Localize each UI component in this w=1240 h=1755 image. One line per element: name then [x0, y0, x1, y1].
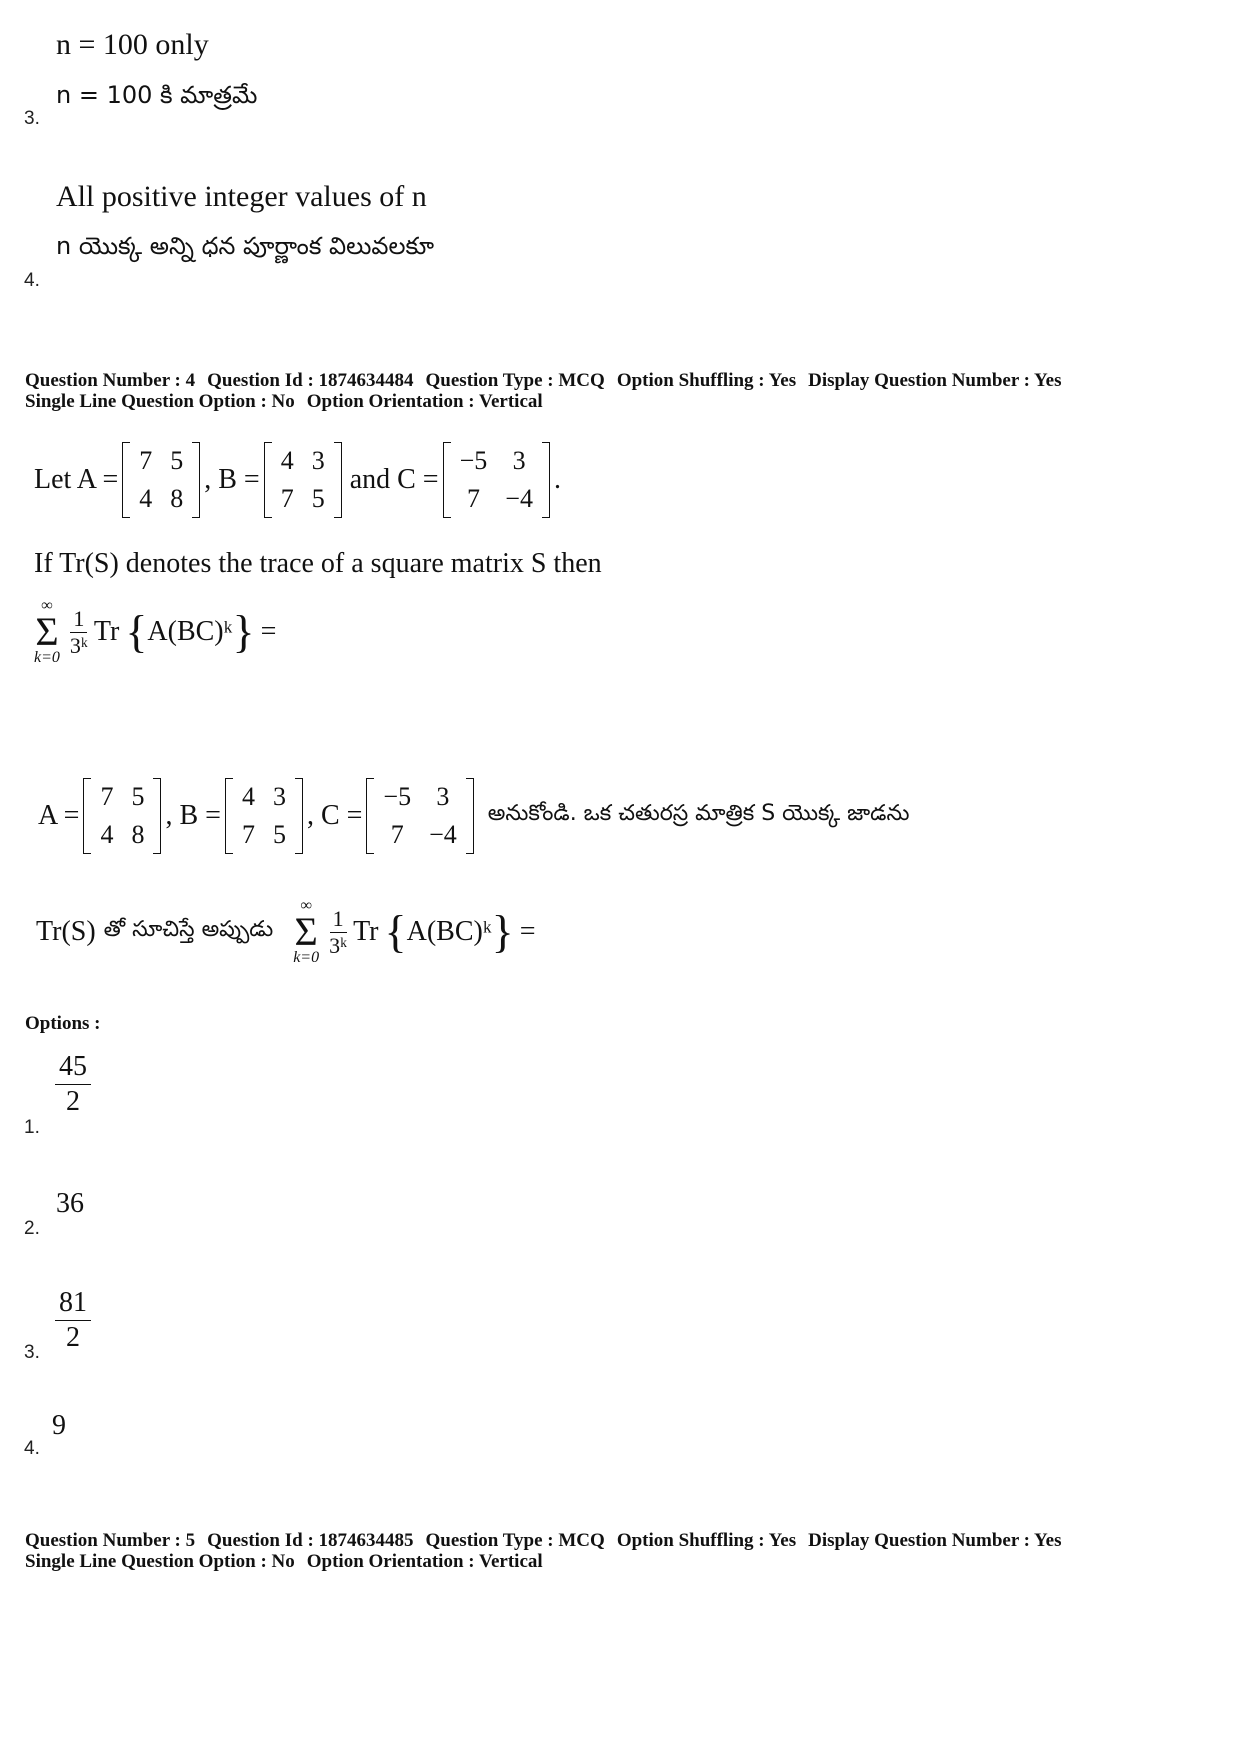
sum-fraction: $\frac{1}{\text{3ᵏ}}$: [69, 605, 88, 658]
option-3-fraction: $\frac{81}{2}$: [55, 1286, 91, 1355]
option-1[interactable]: [55, 1050, 91, 1119]
prev-option-4-number: 4.: [24, 270, 40, 291]
option-3[interactable]: [55, 1286, 91, 1355]
option-1-fraction: $\frac{45}{2}$: [55, 1050, 91, 1119]
question-4-trace-text: If Tr(S) denotes the trace of a square matrix S then: [34, 548, 602, 579]
matrix-b: 4 3 7 5: [264, 442, 342, 518]
summation-symbol: ∞ Σ k=0: [34, 597, 60, 666]
option-4-number: 4.: [24, 1438, 40, 1459]
question-5-meta-line1: Question Number : 5 Question Id : 1874634485 Question Type : MCQ Option Shuffling : Yes Display Question Number : Yes: [25, 1530, 1062, 1551]
question-4-sum-en: ∞ Σ k=0 $\frac{1}{\text{3ᵏ}}$ Tr { A(BC)ᵏ } =: [34, 597, 277, 666]
matrix-a-te: 7 5 4 8: [83, 778, 161, 854]
question-4-meta-line2: Single Line Question Option : No Option Orientation : Vertical: [25, 391, 543, 412]
options-label: Options :: [25, 1013, 101, 1034]
question-4-matrices-te: A = 7 5 4 8 , B = 4 3 7 5 , C = −5 3 7 −4 అనుకోండి. ఒక చతురస్ర మాత్రిక S యొక్క జాడను: [38, 778, 910, 854]
question-4-matrices-en: Let A = 7 5 4 8 , B = 4 3 7 5 and C = −5 3 7 −4 .: [34, 442, 561, 518]
matrix-c: −5 3 7 −4: [443, 442, 550, 518]
option-1-number: 1.: [24, 1117, 40, 1138]
prev-option-4-te: n యొక్క అన్ని ధన పూర్ణాంక విలువలకూ: [56, 232, 435, 260]
prev-option-3-number: 3.: [24, 108, 40, 129]
prev-option-3-en: n = 100 only: [56, 28, 209, 61]
matrix-b-te: 4 3 7 5: [225, 778, 303, 854]
option-3-number: 3.: [24, 1342, 40, 1363]
prev-option-4-en: All positive integer values of n: [56, 180, 427, 213]
question-5-meta-line2: Single Line Question Option : No Option Orientation : Vertical: [25, 1551, 543, 1572]
sum-fraction-te: $\frac{1}{\text{3ᵏ}}$: [329, 905, 348, 958]
question-4-meta-line1: Question Number : 4 Question Id : 1874634484 Question Type : MCQ Option Shuffling : Yes Display Question Number : Yes: [25, 370, 1062, 391]
prev-option-3-te: n = 100 కి మాత్రమే: [56, 81, 258, 109]
matrix-a: 7 5 4 8: [122, 442, 200, 518]
question-4-sum-te: Tr(S) తో సూచిస్తే అప్పుడు ∞ Σ k=0 $\frac{1}{\text{3ᵏ}}$ Tr { A(BC)ᵏ } =: [36, 897, 536, 966]
option-4[interactable]: 9: [52, 1410, 66, 1441]
option-2-number: 2.: [24, 1218, 40, 1239]
summation-symbol-te: ∞ Σ k=0: [293, 897, 320, 966]
matrix-c-te: −5 3 7 −4: [366, 778, 473, 854]
option-2[interactable]: 36: [56, 1188, 84, 1219]
